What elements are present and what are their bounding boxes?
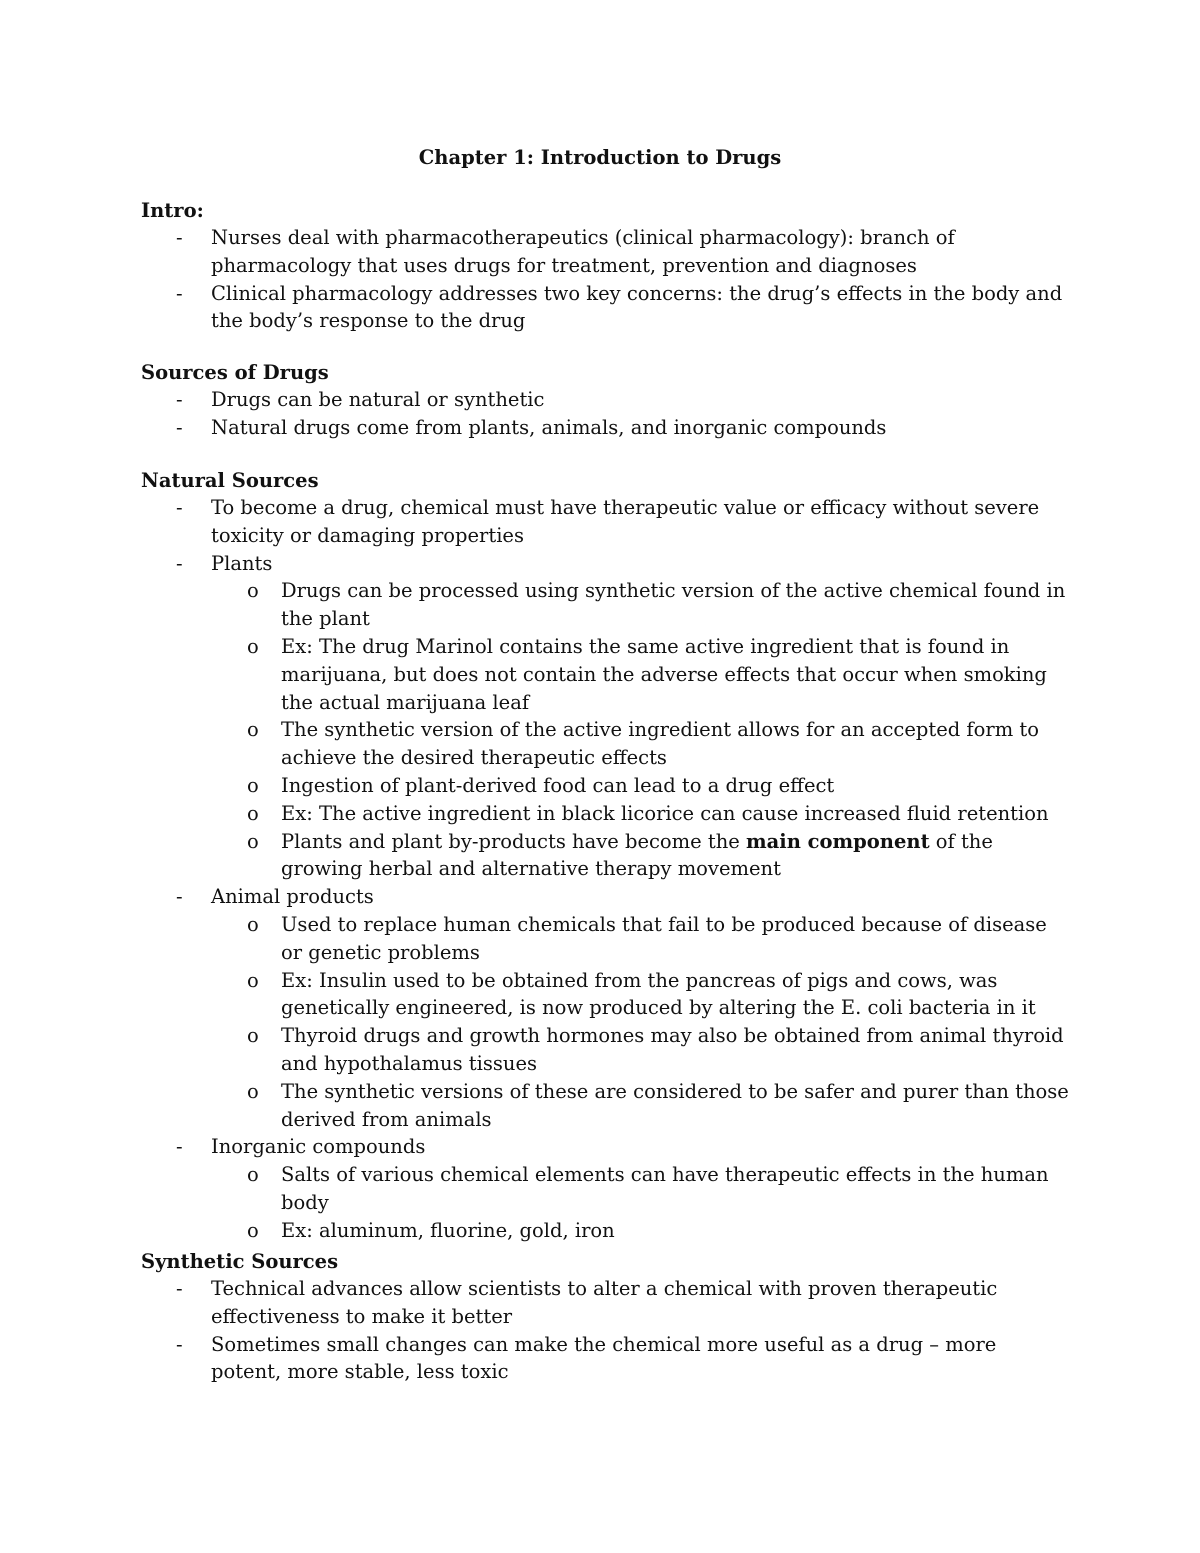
list-item-plants [141, 550, 1071, 884]
sub-list-item-text: The synthetic version of the active ingredient allows for an accepted form to achieve the desired therapeutic effects [281, 718, 1039, 770]
section-heading: Sources of Drugs [141, 361, 329, 384]
dash-marker: - [176, 1332, 183, 1356]
list-item [141, 1275, 1071, 1331]
circle-bullet-marker: o [247, 829, 259, 853]
list-item-text: Natural drugs come from plants, animals, and inorganic compounds [211, 415, 887, 439]
bullet-list [141, 386, 1071, 442]
list-item-text: To become a drug, chemical must have therapeutic value or efficacy without severe toxicity or damaging properties [211, 496, 1040, 547]
section-heading: Natural Sources [141, 469, 319, 492]
sub-list-item-text: Ex: Insulin used to be obtained from the pancreas of pigs and cows, was genetically engineered, is now produced by altering the E. coli bacteria in it [281, 968, 1036, 1020]
circle-bullet-marker: o [247, 1218, 259, 1242]
circle-bullet-marker: o [247, 1024, 259, 1048]
dash-marker: - [176, 281, 183, 305]
text-run: Plants and plant by-products have become the [281, 829, 747, 853]
circle-bullet-marker: o [247, 773, 259, 797]
sub-list-item-text: Thyroid drugs and growth hormones may also be obtained from animal thyroid and hypothalamus tissues [281, 1024, 1064, 1075]
section-natural [141, 467, 1071, 1245]
list-item [141, 280, 1071, 336]
dash-marker: - [176, 1277, 183, 1300]
bullet-list [141, 224, 1071, 335]
page-title: Chapter 1: Introduction to Drugs [418, 146, 782, 169]
list-item-text: Inorganic compounds [211, 1135, 426, 1159]
circle-bullet-marker: o [247, 801, 259, 825]
sub-list [211, 1161, 1071, 1244]
circle-bullet-marker: o [247, 1079, 259, 1103]
sub-list-item [211, 577, 1071, 633]
section-intro [141, 197, 1071, 335]
section-sources [141, 359, 1071, 442]
list-item [141, 494, 1071, 550]
list-item [141, 386, 1071, 414]
text-run: of the growing herbal and alternative therapy movement [281, 829, 993, 881]
list-item-text: Sometimes small changes can make the chemical more useful as a drug – more potent, more stable, less toxic [211, 1332, 997, 1384]
section-heading: Synthetic Sources [141, 1250, 339, 1273]
bullet-list [141, 1275, 1071, 1386]
sub-list-item [211, 1078, 1071, 1134]
sub-list [211, 911, 1071, 1133]
circle-bullet-marker: o [247, 1163, 259, 1187]
sub-list-item [211, 828, 1071, 884]
circle-bullet-marker: o [247, 579, 259, 603]
list-item-text: Drugs can be natural or synthetic [211, 388, 545, 411]
circle-bullet-marker: o [247, 718, 259, 742]
list-item-text: Animal products [211, 885, 374, 909]
dash-marker: - [176, 415, 183, 439]
dash-marker: - [176, 388, 183, 411]
sub-list-item [211, 1161, 1071, 1217]
sub-list-item-text: Ex: The active ingredient in black licorice can cause increased fluid retention [281, 801, 1049, 825]
sub-list-item [211, 967, 1071, 1023]
section-synthetic [141, 1248, 1071, 1386]
sub-list-item-text: Drugs can be processed using synthetic version of the active chemical found in the plant [281, 579, 1066, 631]
list-item-inorganic [141, 1133, 1071, 1244]
circle-bullet-marker: o [247, 634, 259, 658]
sub-list-item-text: Ex: The drug Marinol contains the same active ingredient that is found in marijuana, but does not contain the adverse effects that occur when smoking the actual marijuana leaf [281, 634, 1047, 714]
list-item-text: Clinical pharmacology addresses two key concerns: the drug’s effects in the body and the body’s response to the drug [211, 281, 1063, 333]
circle-bullet-marker: o [247, 912, 259, 936]
circle-bullet-marker: o [247, 968, 259, 992]
list-item [141, 1331, 1071, 1387]
dash-marker: - [176, 551, 183, 575]
sub-list-item-text: Salts of various chemical elements can have therapeutic effects in the human body [281, 1163, 1049, 1214]
sub-list-item [211, 772, 1071, 800]
list-item [141, 224, 1071, 280]
dash-marker: - [176, 226, 183, 249]
list-item-text: Nurses deal with pharmacotherapeutics (clinical pharmacology): branch of pharmacology that uses drugs for treatment, prevention and diagnoses [211, 226, 955, 277]
sub-list-item-text: Used to replace human chemicals that fail to be produced because of disease or genetic problems [281, 912, 1047, 964]
sub-list-item [211, 716, 1071, 772]
section-heading: Intro: [141, 199, 204, 222]
dash-marker: - [176, 1135, 183, 1159]
sub-list-item [211, 1217, 1071, 1245]
sub-list-item-text: Ingestion of plant-derived food can lead to a drug effect [281, 773, 835, 797]
list-item-text: Plants [211, 551, 273, 575]
sub-list-item-text: Ex: aluminum, fluorine, gold, iron [281, 1218, 615, 1242]
list-item [141, 414, 1071, 442]
list-item-animal [141, 883, 1071, 1133]
dash-marker: - [176, 496, 183, 519]
sub-list-item [211, 633, 1071, 716]
sub-list-item [211, 1022, 1071, 1078]
sub-list-item [211, 911, 1071, 967]
sub-list-item-text [281, 830, 993, 881]
bold-emphasis: main component [746, 829, 930, 853]
dash-marker: - [176, 885, 183, 909]
list-item-text: Technical advances allow scientists to alter a chemical with proven therapeutic effectiveness to make it better [211, 1277, 998, 1328]
bullet-list [141, 494, 1071, 1245]
sub-list [211, 577, 1071, 883]
sub-list-item [211, 800, 1071, 828]
sub-list-item-text: The synthetic versions of these are considered to be safer and purer than those derived from animals [281, 1079, 1069, 1131]
